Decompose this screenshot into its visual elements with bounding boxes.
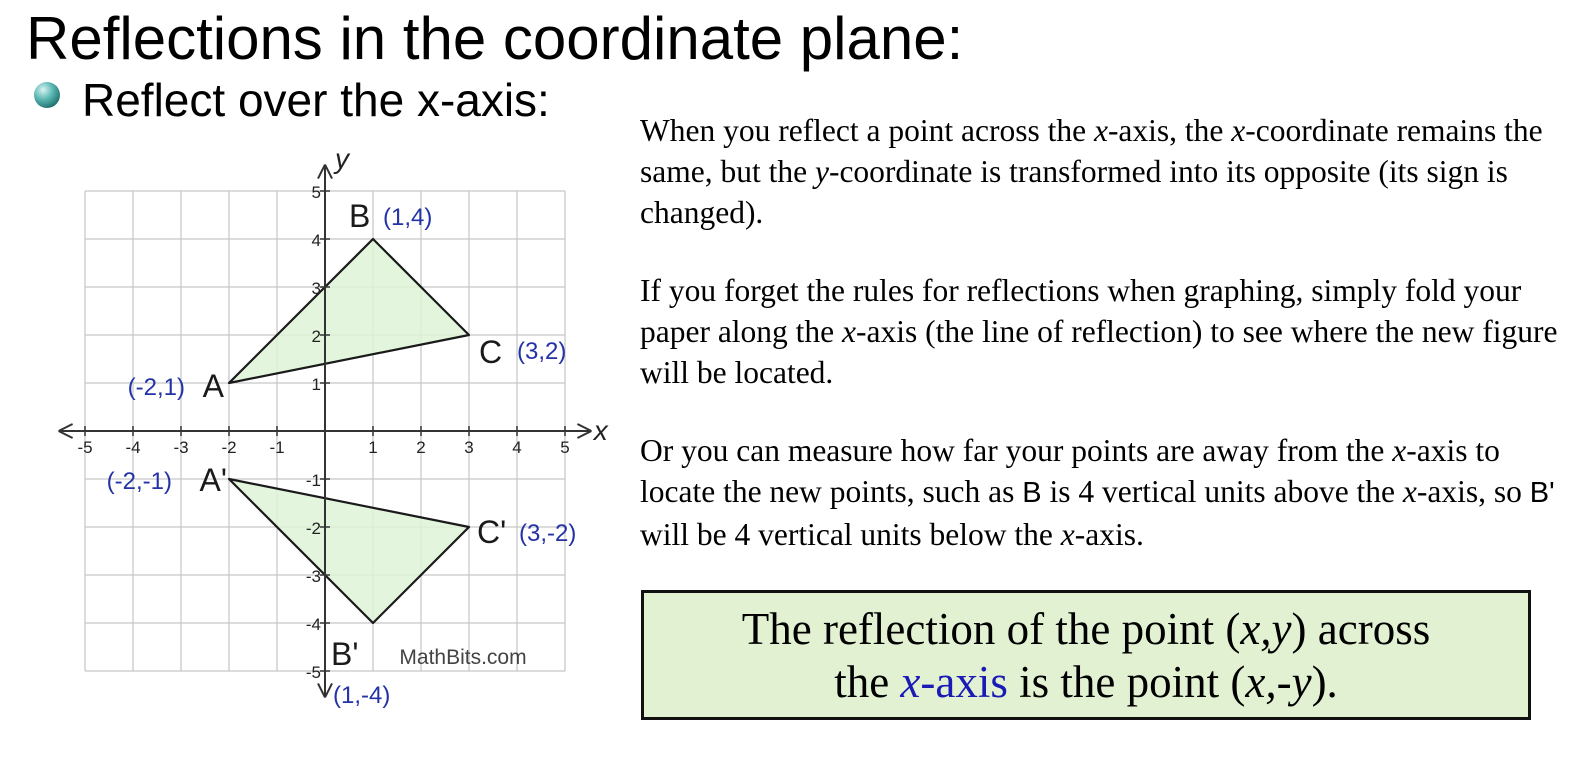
text-segment: will be 4 vertical units below the [640,517,1061,552]
point-name-b-prime: B' [331,636,359,672]
x-tick-label: -4 [125,438,141,457]
text-segment: Or you can measure how far your points are away from the [640,433,1393,468]
text-segment: -axis, so [1416,474,1530,509]
text-segment: -axis to locate the new points, such as [640,433,1500,509]
point-coord-c: (3,2) [517,338,567,365]
y-axis-label: y [335,143,349,175]
x-tick-label: -3 [173,438,189,457]
italic-x: x [1093,113,1108,148]
italic-xy: x,y [1240,604,1292,654]
point-coord-b-prime: (1,-4) [333,682,391,709]
y-tick-label: 5 [311,183,321,202]
point-coord-a: (-2,1) [127,374,185,401]
italic-x: x [1402,474,1417,509]
explanation-paragraph-2 [640,270,1580,393]
italic-x: x [1392,433,1407,468]
point-name-b-prime: B' [1529,477,1555,509]
point-name-c: C [479,334,503,370]
point-name-a: A [202,368,224,404]
y-tick-label: -3 [305,567,321,586]
reflection-graph [55,142,615,757]
coordinate-plane [55,142,615,752]
y-tick-label: 3 [311,279,321,298]
italic-x: x [1060,517,1075,552]
rule-line-2 [644,656,1528,709]
text-segment: -axis [920,657,1008,707]
text-segment: -axis. [1074,517,1144,552]
explanation-paragraph-3 [640,430,1580,555]
italic-x: x [842,314,857,349]
x-axis-highlight [900,657,1007,707]
y-tick-label: -2 [305,519,321,538]
point-coord-a-prime: (-2,-1) [106,468,172,495]
x-tick-label: -2 [221,438,237,457]
text-segment: When you reflect a point across the [640,113,1094,148]
point-coord-b: (1,4) [383,204,433,231]
x-tick-label: 3 [464,438,474,457]
axes [59,143,609,697]
italic-x-neg-y: x,-y [1245,657,1312,707]
x-tick-label: 2 [416,438,426,457]
x-tick-label: 1 [368,438,378,457]
text-segment: the [834,657,901,707]
point-name-c-prime: C' [477,514,507,550]
x-tick-label: 5 [560,438,570,457]
y-tick-label: -4 [305,615,321,634]
text-segment: -coordinate is transformed into its opposite (its sign is changed). [640,154,1508,230]
text-segment: ). [1311,657,1338,707]
point-name-b: B [349,198,371,234]
triangle-abc [229,239,469,383]
x-tick-label: 4 [512,438,522,457]
text-segment: -coordinate remains the same, but the [640,113,1543,189]
point-coord-c-prime: (3,-2) [519,520,577,547]
text-segment: The reflection of the point ( [741,604,1241,654]
point-name-a-prime: A' [199,462,227,498]
y-tick-label: 2 [311,327,321,346]
x-axis-label: x [593,415,608,446]
bullet-text: Reflect over the x-axis: [82,74,550,126]
watermark-text: MathBits.com [399,645,527,669]
text-segment: ) across [1291,604,1431,654]
y-tick-label: -5 [305,663,321,682]
page-title: Reflections in the coordinate plane: [26,5,964,72]
text-segment: -axis, the [1107,113,1232,148]
x-tick-label: -5 [77,438,93,457]
rule-box [641,590,1531,720]
text-segment: is 4 vertical units above the [1041,474,1403,509]
triangle-abc-prime [229,479,469,623]
rule-line-1 [644,603,1528,656]
y-tick-label: 4 [311,231,321,250]
explanation-text [640,110,1580,555]
bullet-dot-icon [34,82,60,108]
italic-x: x [900,657,921,707]
y-tick-label: -1 [305,471,321,490]
y-tick-label: 1 [311,375,321,394]
point-name-b: B [1022,477,1042,509]
explanation-paragraph-1 [640,110,1580,233]
italic-x: x [1231,113,1246,148]
text-segment: If you forget the rules for reflections when graphing, simply fold your paper along the [640,273,1522,349]
x-tick-label: -1 [269,438,285,457]
text-segment: is the point ( [1007,657,1246,707]
italic-y: y [814,154,829,189]
text-segment: -axis (the line of reflection) to see where the new figure will be located. [640,314,1558,390]
